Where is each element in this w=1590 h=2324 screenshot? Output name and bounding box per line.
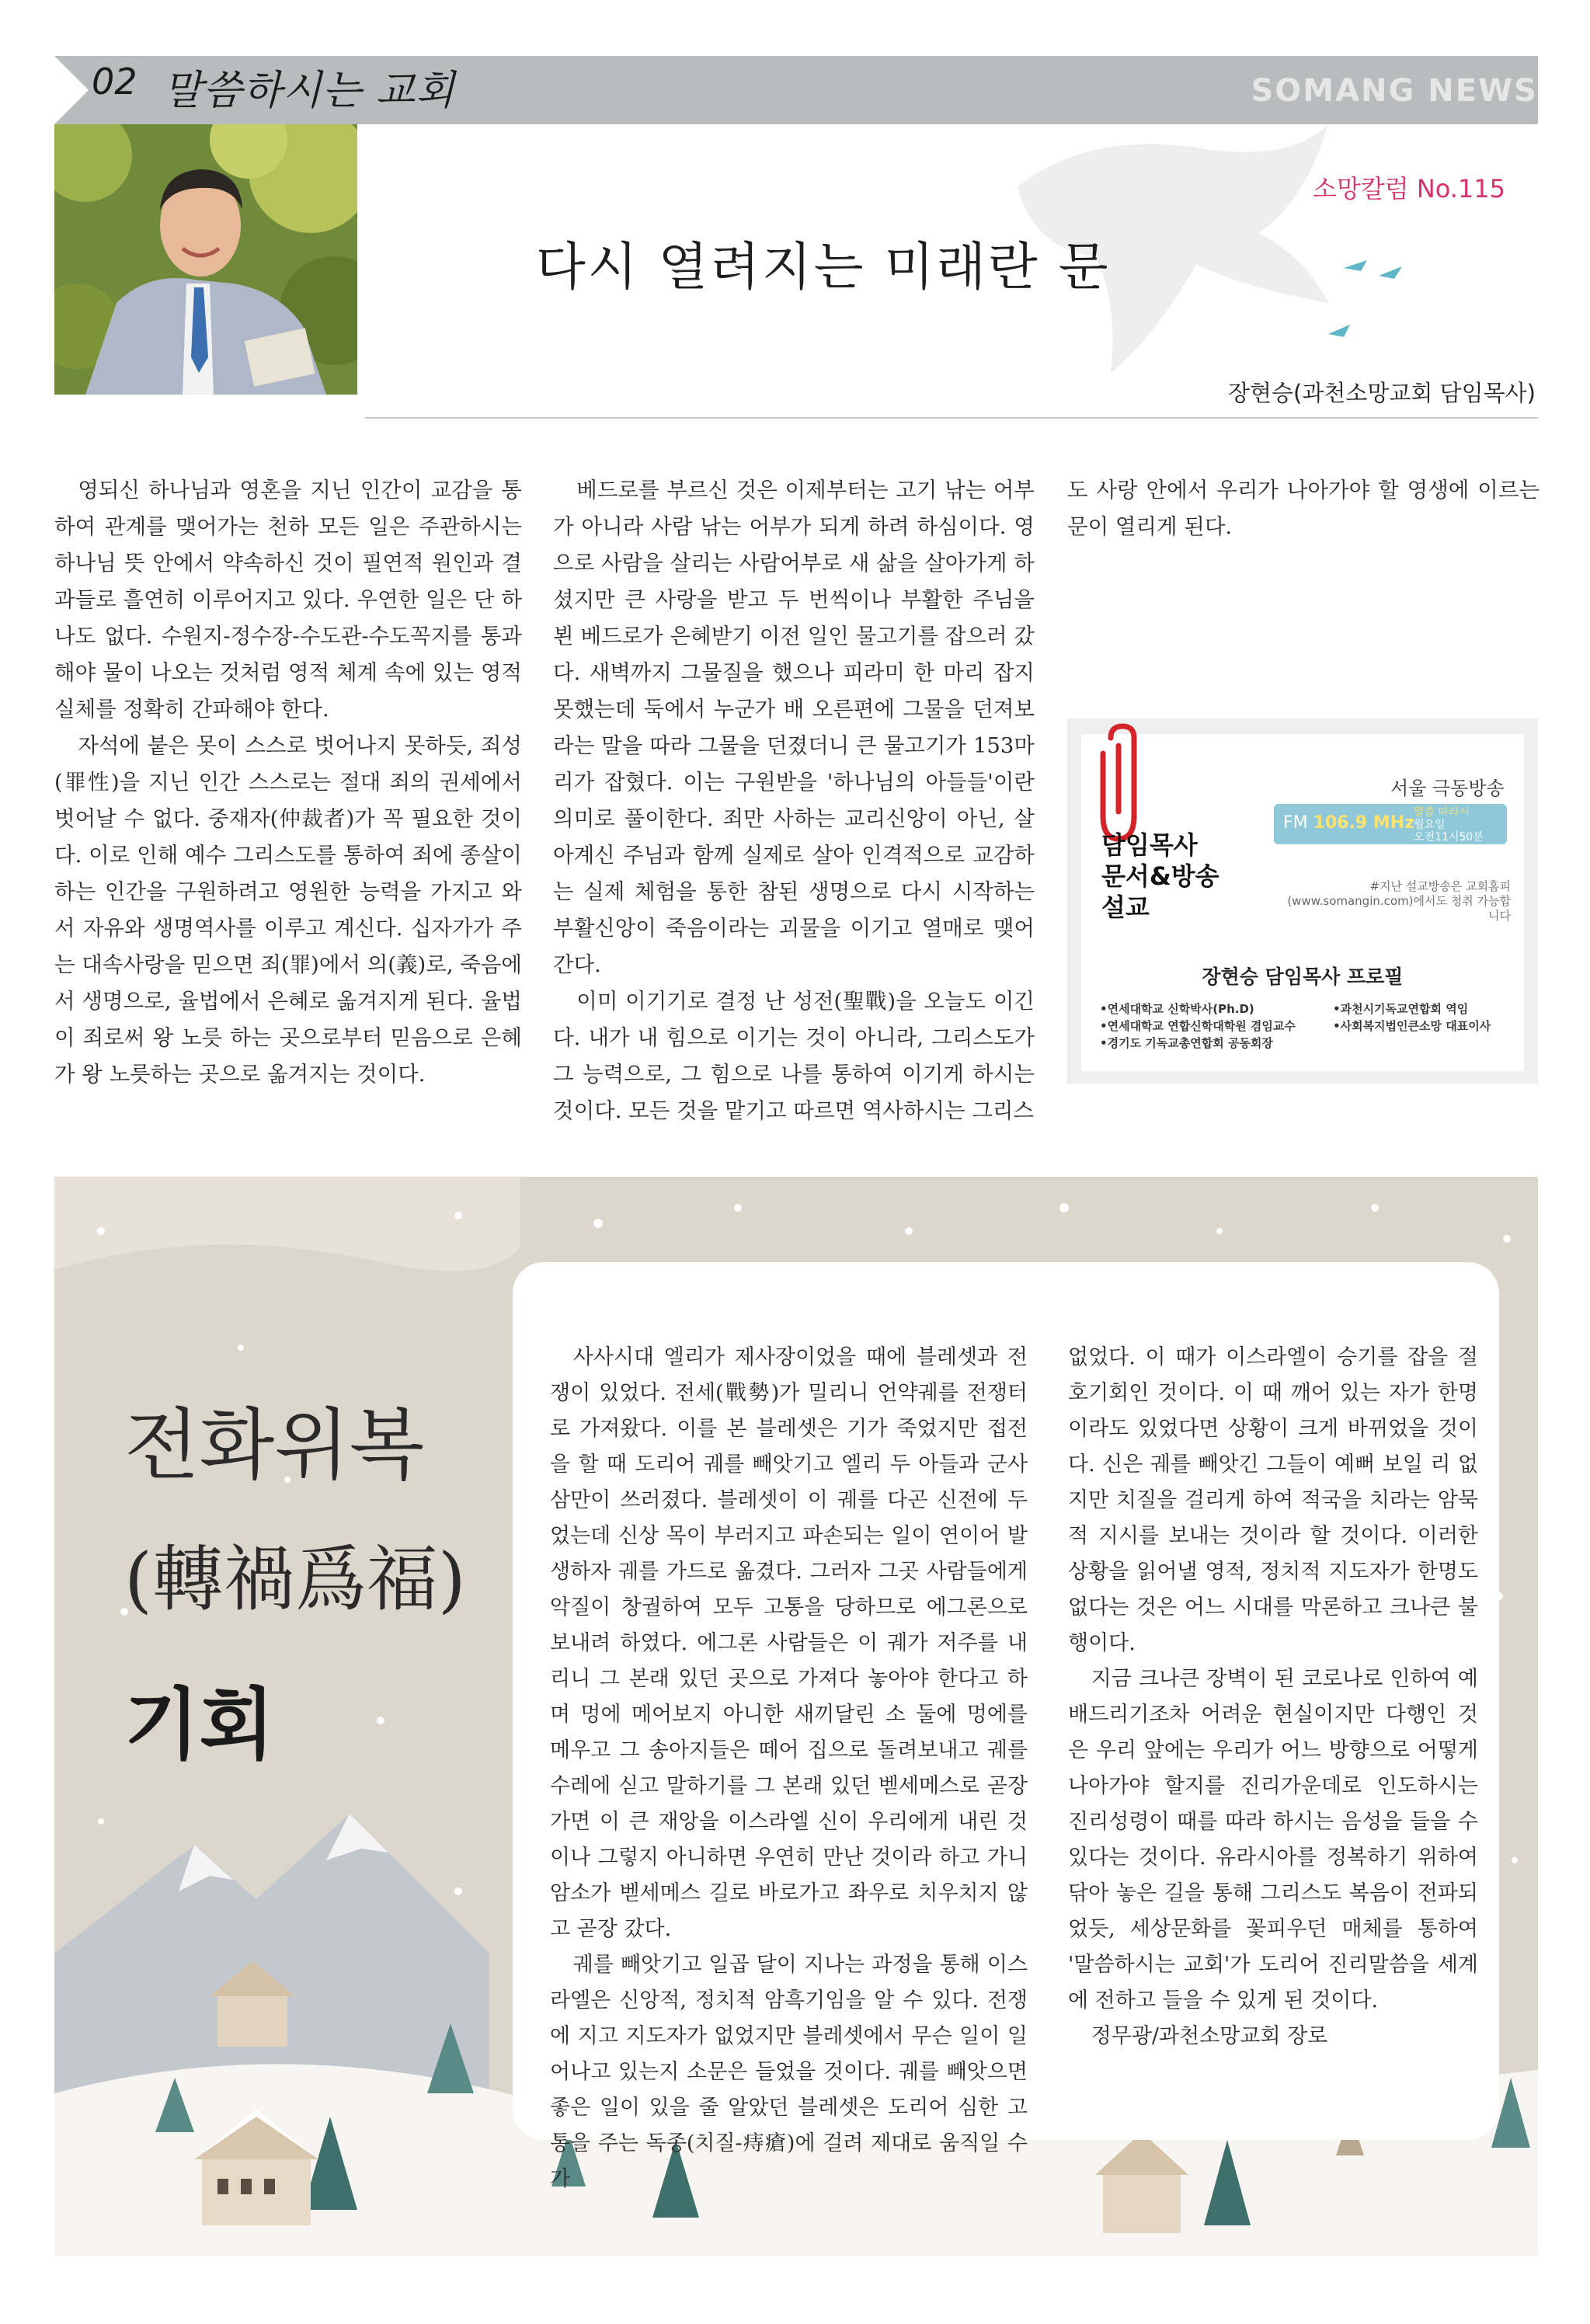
column-text-1 <box>54 472 522 1093</box>
paragraph: 영되신 하나님과 영혼을 지닌 인간이 교감을 통하여 관계를 맺어가는 천하 모든 일은 주관하시는 하나님 뜻 안에서 약속하신 것이 필연적 원인과 결과들로 흘연히 이루어지고 있다. 우연한 일은 단 하나도 없다. 수원지-정수장-수도관-수도꼭지를 통과해야 물이 나오는 것처럼 영적 체계 속에 있는 영적실체를 정확히 간파해야 한다. <box>54 478 522 722</box>
column-label: 소망칼럼 No.115 <box>1313 174 1506 204</box>
paragraph: 사사시대 엘리가 제사장이었을 때에 블레셋과 전쟁이 있었다. 전세(戰勢)가 밀리니 언약궤를 전쟁터로 가져왔다. 이를 본 블레셋은 기가 죽었지만 접전을 할 때 도리어 궤를 빼앗기고 엘리 두 아들과 군사 삼만이 쓰러졌다. 블레셋이 이 궤를 다곤 신전에 두었는데 신상 목이 부러지고 파손되는 일이 연이어 발생하자 궤를 가드로 옮겼다. 그러자 그곳 사람들에게 악질이 창궐하여 모두 고통을 당하므로 에그론으로 보내려 하였다. 에그론 사람들은 이 궤가 저주를 내리니 그 본래 있던 곳으로 가져다 놓아야 한다고 하며 멍에 메어보지 아니한 새끼달린 소 둘에 멍에를 메우고 그 송아지들은 떼어 집으로 돌려보내고 궤를 수레에 싣고 말하기를 그 본래 있던 벧세메스로 곧장 가면 이 큰 재앙을 이스라엘 신이 우리에게 내린 것이나 그렇지 아니하면 우연히 만난 것이라 하고 가니 암소가 벧세메스 길로 바로가고 좌우로 치우치지 않고 곧장 갔다. <box>550 1345 1028 1941</box>
feature-text-2 <box>1068 1340 1478 2054</box>
broadcast-note: #지난 설교방송은 교회홈피 (www.somangin.com)에서도 청취 가능합니다 <box>1287 879 1511 923</box>
profile-item: •연세대학교 신학박사(Ph.D) <box>1100 1002 1254 1016</box>
page-number: 02 <box>92 61 137 103</box>
paragraph: 이미 이기기로 결정 난 성전(聖戰)을 오늘도 이긴다. 내가 내 힘으로 이기는 것이 아니라, 그리스도가 그 능력으로, 그 힘으로 나를 통하여 이기게 하시는 것이다. 모든 것을 맡기고 따르면 역사하시는 그리스 <box>553 989 1035 1123</box>
feature-title-hanja: (轉禍爲福) <box>124 1538 466 1621</box>
fm-schedule: 말씀 따라서 월요일 오전11시50분 <box>1414 806 1484 844</box>
column-title: 다시 열려지는 미래란 문 <box>536 237 1111 297</box>
paragraph: 없었다. 이 때가 이스라엘이 승기를 잡을 절호기회인 것이다. 이 때 깨어 있는 자가 한명이라도 있었다면 상황이 크게 바뀌었을 것이다. 신은 궤를 빼앗긴 그들이 예뻐 보일 리 없지만 치질을 걸리게 하여 적국을 치라는 암묵적 지시를 보내는 것이라 할 것이다. 이러한 상황을 읽어낼 영적, 정치적 지도자가 한명도 없다는 것은 어느 시대를 막론하고 크나큰 불행이다. <box>1068 1345 1478 1655</box>
profile-item: •경기도 기독교총연합회 공동회장 <box>1100 1036 1273 1050</box>
profile-list-left <box>1100 1000 1296 1052</box>
profile-item: •연세대학교 연합신학대학원 겸임교수 <box>1100 1019 1296 1033</box>
paragraph: 베드로를 부르신 것은 이제부터는 고기 낚는 어부가 아니라 사람 낚는 어부가 되게 하려 하심이다. 영으로 사람을 살리는 사람어부로 새 삶을 살아가게 하셨지만 큰 사랑을 받고 두 번씩이나 부활한 주님을 뵌 베드로가 은혜받기 이전 일인 물고기를 잡으러 갔다. 새벽까지 그물질을 했으나 피라미 한 마리 잡지 못했는데 둑에서 누군가 배 오른편에 그물을 던져보라는 말을 따라 그물을 던졌더니 큰 물고기가 153마리가 잡혔다. 이는 구원받을 '하나님의 아들들'이란 의미로 풀이한다. 죄만 사하는 교리신앙이 아닌, 살아계신 주님과 함께 실제로 살아 인격적으로 교감하는 실제 체험을 통한 참된 생명으로 다시 시작하는 부활신앙이 죽음이라는 괴물을 이기고 열매로 맺어간다. <box>553 478 1035 977</box>
column-text-3 <box>1067 472 1540 545</box>
fm-frequency: FM 106.9 MHz <box>1283 813 1414 833</box>
profile-heading: 장현승 담임목사 프로필 <box>1202 965 1404 988</box>
broadcast-card-title: 담임목사 문서&방송 설교 <box>1101 830 1219 922</box>
paragraph: 지금 크나큰 장벽이 된 코로나로 인하여 예배드리기조차 어려운 현실이지만 다행인 것은 우리 앞에는 우리가 어느 방향으로 어떻게 나아가야 할지를 진리가운데로 인도하시는 진리성령이 때를 따라 하시는 음성을 들을 수 있다는 것이다. 유라시아를 정복하기 위하여 닦아 놓은 길을 통해 그리스도 복음이 전파되었듯, 세상문화를 꽃피우던 매체를 통하여 '말씀하시는 교회'가 도리어 진리말씀을 세계에 전하고 들을 수 있게 된 것이다. <box>1068 1667 1478 2013</box>
paragraph: 궤를 빼앗기고 일곱 달이 지나는 과정을 통해 이스라엘은 신앙적, 정치적 암흑기임을 알 수 있다. 전쟁에 지고 지도자가 없었지만 블레셋에서 무슨 일이 일어나고 있는지 소문은 들었을 것이다. 궤를 빼앗으면 좋은 일이 있을 줄 알았던 블레셋은 도리어 심한 고통을 주는 독종(치질-痔瘡)에 걸려 제대로 움직일 수가 <box>550 1953 1028 2191</box>
feature-signature: 정무광/과천소망교회 장로 <box>1091 2024 1328 2048</box>
header-notch <box>54 56 89 124</box>
feature-title-emphasis: 기회 <box>124 1679 275 1770</box>
feature-title: 전화위복 <box>124 1400 425 1491</box>
profile-item: •사회복지법인큰소망 대표이사 <box>1333 1019 1491 1033</box>
profile-list-right <box>1333 1000 1491 1035</box>
paragraph: 도 사랑 안에서 우리가 나아가야 할 영생에 이르는 문이 열리게 된다. <box>1067 478 1540 539</box>
paperclip-icon <box>1087 722 1173 847</box>
feature-text-1 <box>550 1340 1028 2197</box>
header-rule <box>365 417 1538 419</box>
section-title: 말씀하시는 교회 <box>163 68 456 114</box>
column-text-2 <box>553 472 1035 1129</box>
pastor-photo <box>54 124 357 395</box>
paragraph: 자석에 붙은 못이 스스로 벗어나지 못하듯, 죄성(罪性)을 지닌 인간 스스로는 절대 죄의 권세에서 벗어날 수 없다. 중재자(仲裁者)가 꼭 필요한 것이다. 이로 인해 예수 그리스도를 통하여 죄에 종살이 하는 인간을 구원하려고 영원한 능력을 가지고 와서 자유와 생명역사를 이루고 계신다. 십자가가 주는 대속사랑을 믿으면 죄(罪)에서 의(義)로, 죽음에서 생명으로, 율법에서 은혜로 옮겨지게 된다. 율법이 죄로써 왕 노릇 하는 곳으로부터 믿음으로 은혜가 왕 노릇하는 곳으로 옮겨지는 것이다. <box>54 733 522 1087</box>
column-author: 장현승(과천소망교회 담임목사) <box>1227 380 1536 406</box>
profile-item: •과천시기독교연합회 역임 <box>1333 1002 1469 1016</box>
masthead-logo: SOMANG NEWS <box>1251 73 1538 109</box>
station-name: 서울 극동방송 <box>1390 778 1505 799</box>
